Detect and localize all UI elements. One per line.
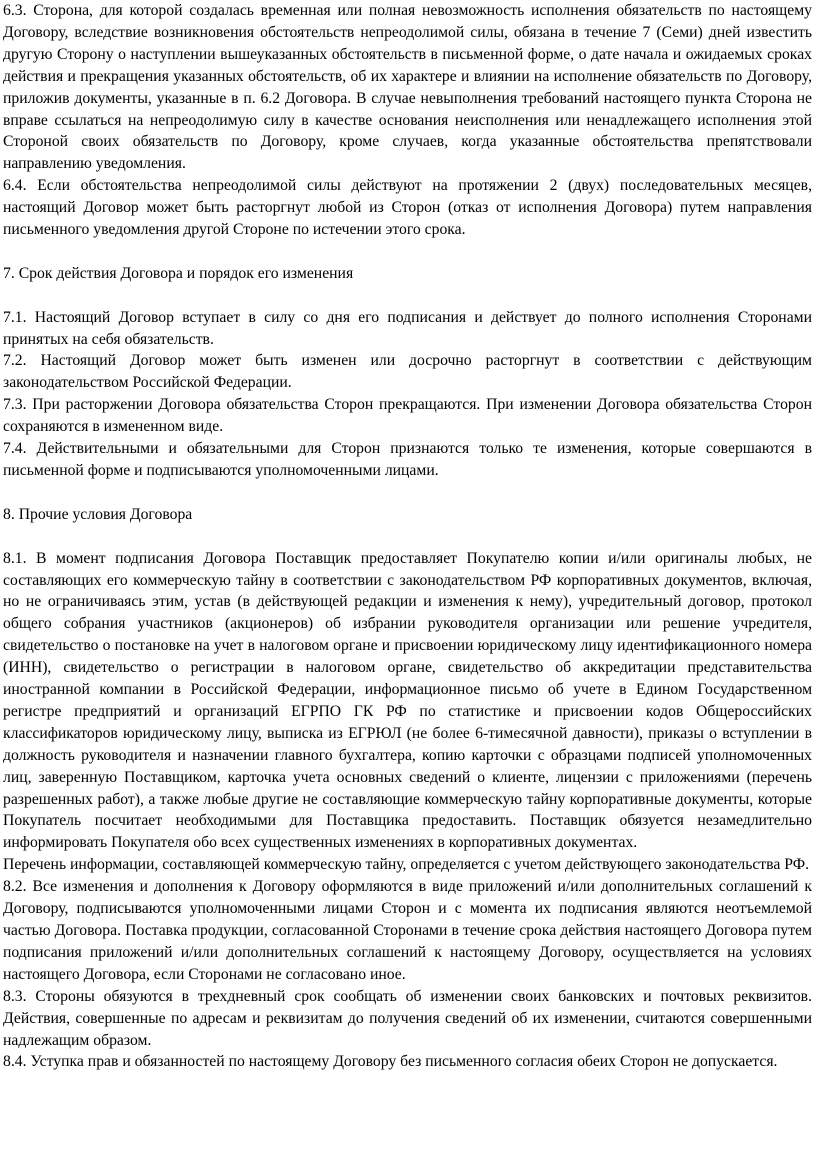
section-7-heading: 7. Срок действия Договора и порядок его изменения xyxy=(3,264,354,282)
clause-8-4: 8.4. Уступка прав и обязанностей по настоящему Договору без письменного согласия обеих Сторон не допускается. xyxy=(3,1053,778,1071)
clause-8-3: 8.3. Стороны обязуются в трехдневный срок сообщать об изменении своих банковских и почтовых реквизитов. Действия, совершенные по адресам и реквизитам до получения сведений об их изменении, считаются совершенными надлежащим образом. xyxy=(3,987,812,1049)
trade-secret-note: Перечень информации, составляющей коммерческую тайну, определяется с учетом действующего законодательства РФ. xyxy=(3,856,810,874)
clause-8-2: 8.2. Все изменения и дополнения к Договору оформляются в виде приложений и/или дополнительных соглашений к Договору, подписываются уполномоченными лицами Сторон и с момента их подписания являются неотъемлемой частью Договора. Поставка продукции, согласованной Сторонами в течение срока действия настоящего Договора путем подписания приложений и/или дополнительных соглашений к настоящему Договору, осуществляется на условиях настоящего Договора, если Сторонами не согласовано иное. xyxy=(3,878,812,983)
clause-7-1: 7.1. Настоящий Договор вступает в силу со дня его подписания и действует до полного исполнения Сторонами принятых на себя обязательств. xyxy=(3,308,812,348)
section-8-heading: 8. Прочие условия Договора xyxy=(3,505,193,523)
clause-8-1: 8.1. В момент подписания Договора Поставщик предоставляет Покупателю копии и/или оригиналы любых, не составляющих его коммерческую тайну в соответствии с законодательством РФ корпоративных документов, включая, но не ограничиваясь этим, устав (в действующей редакции и изменения к нему), учредительный договор, протокол общего собрания участников (акционеров) об избрании руководителя организации или решение учредителя, свидетельство о постановке на учет в налоговом органе и присвоении юридическому лицу идентификационного номера (ИНН), свидетельство о регистрации в налоговом органе, свидетельство об аккредитации представительства иностранной компании в Российской Федерации, информационное письмо об учете в Едином Государственном регистре предприятий и организаций ЕГРПО ГК РФ по статистике и присвоении кодов Общероссийских классификаторов юридическому лицу, выписка из ЕГРЮЛ (не более 6-тимесячной давности), приказы о вступлении в должность руководителя и назначении главного бухгалтера, копию карточки с образцами подписей уполномоченных лиц, заверенную Поставщиком, карточка учета основных сведений о клиенте, лицензии с приложениями (перечень разрешенных работ), а также любые другие не составляющие коммерческую тайну корпоративные документы, которые Покупатель посчитает необходимыми для Поставщика предоставить. Поставщик обязуется незамедлительно информировать Покупателя обо всех существенных изменениях в корпоративных документах. xyxy=(3,549,812,852)
clause-7-4: 7.4. Действительными и обязательными для Сторон признаются только те изменения, которые совершаются в письменной форме и подписываются уполномоченными лицами. xyxy=(3,440,812,479)
clause-7-2: 7.2. Настоящий Договор может быть изменен или досрочно расторгнут в соответствии с действующим законодательством Российской Федерации. xyxy=(3,352,812,392)
clause-6-4: 6.4. Если обстоятельства непреодолимой силы действуют на протяжении 2 (двух) последовательных месяцев, настоящий Договор может быть расторгнут любой из Сторон (отказ от исполнения Договора) путем направления письменного уведомления другой Стороне по истечении этого срока. xyxy=(3,177,812,239)
clause-6-3: 6.3. Сторона, для которой создалась временная или полная невозможность исполнения обязательств по настоящему Договору, вследствие возникновения обстоятельств непреодолимой силы, обязана в течение 7 (Семи) дней известить другую Сторону о наступлении вышеуказанных обстоятельств в письменной форме, о дате начала и ожидаемых сроках действия и прекращения указанных обстоятельств, об их характере и влиянии на исполнение обязательств по Договору, приложив документы, указанные в п. 6.2 Договора. В случае невыполнения требований настоящего пункта Сторона не вправе ссылаться на непреодолимую силу в качестве основания неисполнения или ненадлежащего исполнения этой Стороной своих обязательств по Договору, кроме случаев, когда указанные обстоятельства препятствовали направлению уведомления. xyxy=(3,2,812,173)
clause-7-3: 7.3. При расторжении Договора обязательства Сторон прекращаются. При изменении Договора обязательства Сторон сохраняются в измененном виде. xyxy=(3,396,812,436)
blank-line xyxy=(3,241,812,263)
blank-line xyxy=(3,526,812,548)
blank-line xyxy=(3,285,812,307)
blank-line xyxy=(3,482,812,504)
